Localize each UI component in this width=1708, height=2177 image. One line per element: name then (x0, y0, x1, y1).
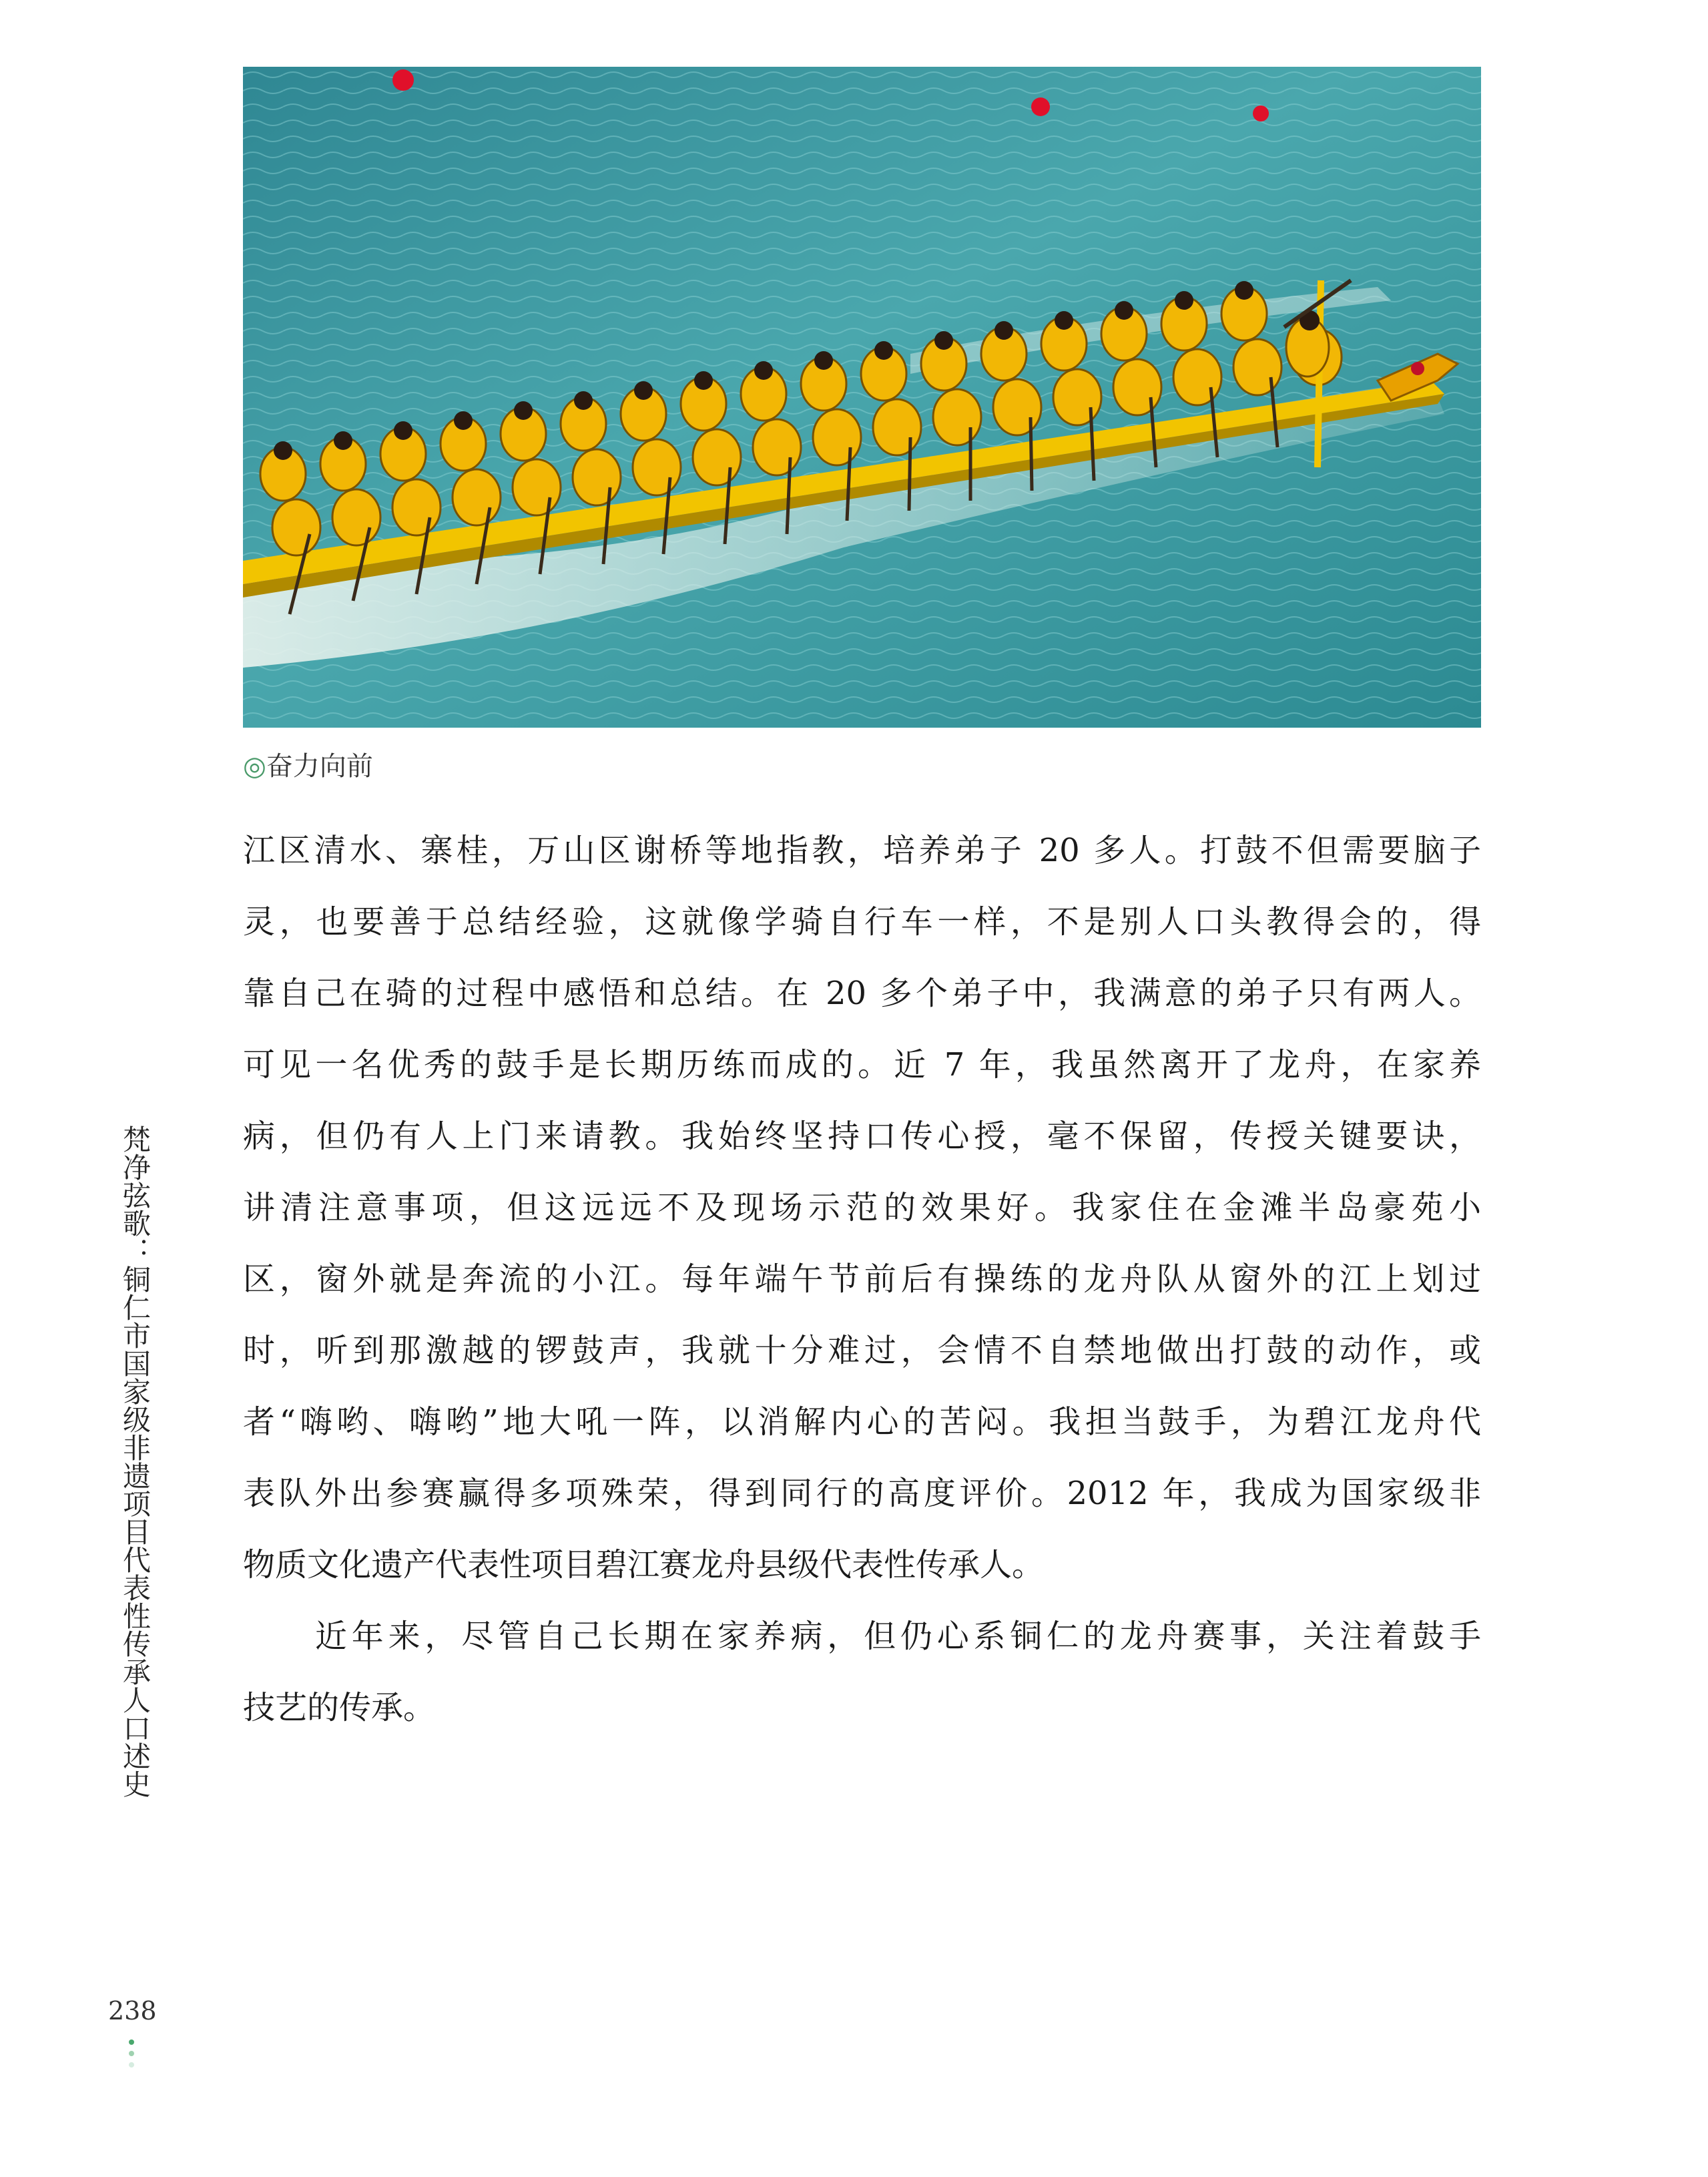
text-line: 区，窗外就是奔流的小江。每年端午节前后有操练的龙舟队从窗外的江上划过 (243, 1260, 1481, 1298)
text-line: 物质文化遗产代表性项目碧江赛龙舟县级代表性传承人。 (243, 1546, 1045, 1584)
text-line: 靠自己在骑的过程中感悟和总结。在 20 多个弟子中，我满意的弟子只有两人。 (243, 975, 1481, 1012)
paragraph (243, 1606, 1481, 1748)
photo-caption (243, 748, 373, 785)
text-line: 表队外出参赛赢得多项殊荣，得到同行的高度评价。2012 年，我成为国家级非 (243, 1475, 1481, 1512)
decorative-dot-icon (129, 2051, 134, 2056)
text-line: 可见一名优秀的鼓手是长期历练而成的。近 7 年，我虽然离开了龙舟，在家养 (243, 1046, 1481, 1083)
book-title-vertical: 梵净弦歌：铜仁市国家级非遗项目代表性传承人口述史 (119, 1125, 152, 1798)
decorative-dot-icon (129, 2039, 134, 2045)
text-line: 技艺的传承。 (243, 1689, 436, 1726)
caption-mark: ◎ (243, 751, 266, 782)
paragraph (243, 820, 1481, 1606)
dragon-boat-photo (243, 67, 1481, 728)
decorative-dot-icon (129, 2062, 134, 2068)
text-line: 近年来，尽管自己长期在家养病，但仍心系铜仁的龙舟赛事，关注着鼓手 (315, 1618, 1481, 1655)
text-line: 灵，也要善于总结经验，这就像学骑自行车一样，不是别人口头教得会的，得 (243, 903, 1481, 941)
text-line: 时，听到那激越的锣鼓声，我就十分难过，会情不自禁地做出打鼓的动作，或 (243, 1332, 1481, 1369)
caption-text: 奋力向前 (266, 751, 373, 782)
body-text (243, 820, 1481, 1748)
text-line: 者“嗨哟、嗨哟”地大吼一阵，以消解内心的苦闷。我担当鼓手，为碧江龙舟代 (243, 1403, 1481, 1441)
text-line: 讲清注意事项，但这远远不及现场示范的效果好。我家住在金滩半岛豪苑小 (243, 1189, 1481, 1226)
text-line: 病，但仍有人上门来请教。我始终坚持口传心授，毫不保留，传授关键要诀， (243, 1118, 1481, 1155)
page-number: 238 (108, 1996, 157, 2025)
text-line: 江区清水、寨桂，万山区谢桥等地指教，培养弟子 20 多人。打鼓不但需要脑子 (243, 832, 1481, 869)
